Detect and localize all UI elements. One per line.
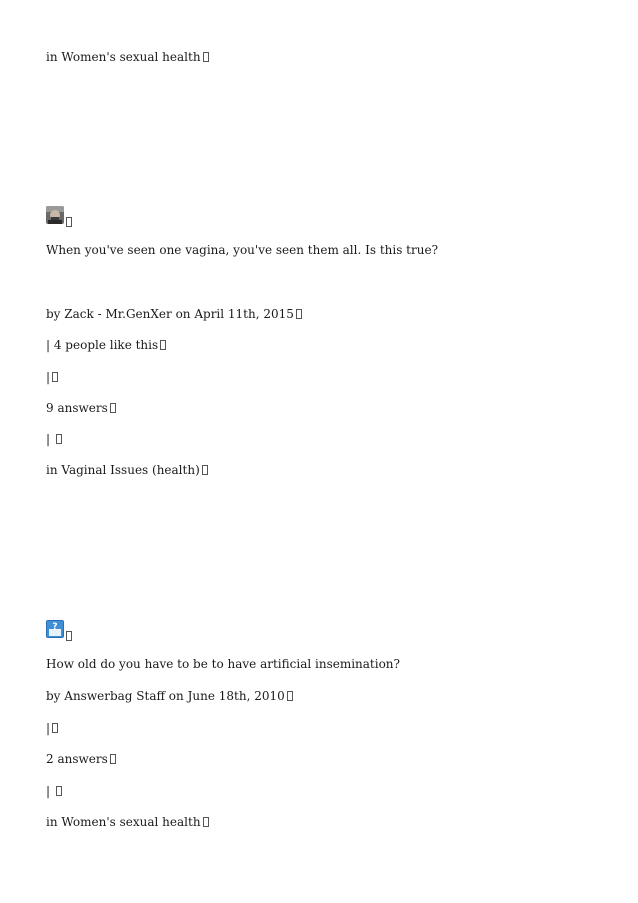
separator-text: | xyxy=(46,784,51,798)
category-link[interactable]: in Women's sexual health xyxy=(46,815,201,829)
likes-text: | 4 people like this xyxy=(46,338,159,352)
byline xyxy=(46,688,293,704)
missing-glyph-icon xyxy=(203,52,209,62)
question-title[interactable] xyxy=(46,656,400,672)
user-avatar[interactable] xyxy=(46,206,64,224)
byline-text: by Zack - Mr.GenXer on April 11th, 2015 xyxy=(46,307,294,321)
separator-line xyxy=(46,431,62,447)
missing-glyph-icon xyxy=(52,723,58,733)
missing-glyph-icon xyxy=(52,372,58,382)
answers-line[interactable] xyxy=(46,400,116,416)
separator-text: | xyxy=(46,370,51,384)
missing-glyph-icon xyxy=(287,691,293,701)
missing-glyph-icon xyxy=(66,631,72,641)
missing-glyph-icon xyxy=(56,786,62,796)
missing-glyph-icon xyxy=(110,754,116,764)
question-title[interactable] xyxy=(46,242,438,258)
answers-link[interactable]: 9 answers xyxy=(46,401,108,415)
category-line[interactable] xyxy=(46,462,208,478)
byline xyxy=(46,306,302,322)
byline-text: by Answerbag Staff on June 18th, 2010 xyxy=(46,689,285,703)
category-line[interactable] xyxy=(46,49,209,65)
question-link[interactable]: How old do you have to be to have artificial insemination? xyxy=(46,657,400,671)
category-line[interactable] xyxy=(46,814,209,830)
separator-text: | xyxy=(46,432,51,446)
missing-glyph-icon xyxy=(66,217,72,227)
separator-text: | xyxy=(46,721,51,735)
separator-line xyxy=(46,369,58,385)
question-link[interactable]: When you've seen one vagina, you've seen them all. Is this true? xyxy=(46,243,439,257)
answers-line[interactable] xyxy=(46,751,116,767)
separator-line xyxy=(46,720,58,736)
answers-link[interactable]: 2 answers xyxy=(46,752,108,766)
likes-line xyxy=(46,337,166,353)
missing-glyph-icon xyxy=(203,817,209,827)
category-link[interactable]: in Vaginal Issues (health) xyxy=(46,463,200,477)
missing-glyph-icon xyxy=(160,340,166,350)
missing-glyph-icon xyxy=(110,403,116,413)
missing-glyph-icon xyxy=(202,465,208,475)
missing-glyph-icon xyxy=(296,309,302,319)
user-photo-avatar-icon xyxy=(46,206,64,224)
svg-text:?: ? xyxy=(52,622,58,632)
missing-glyph-icon xyxy=(56,434,62,444)
category-link[interactable]: in Women's sexual health xyxy=(46,50,201,64)
staff-avatar[interactable] xyxy=(46,620,64,638)
answerbag-question-avatar-icon xyxy=(46,620,64,638)
separator-line xyxy=(46,783,62,799)
